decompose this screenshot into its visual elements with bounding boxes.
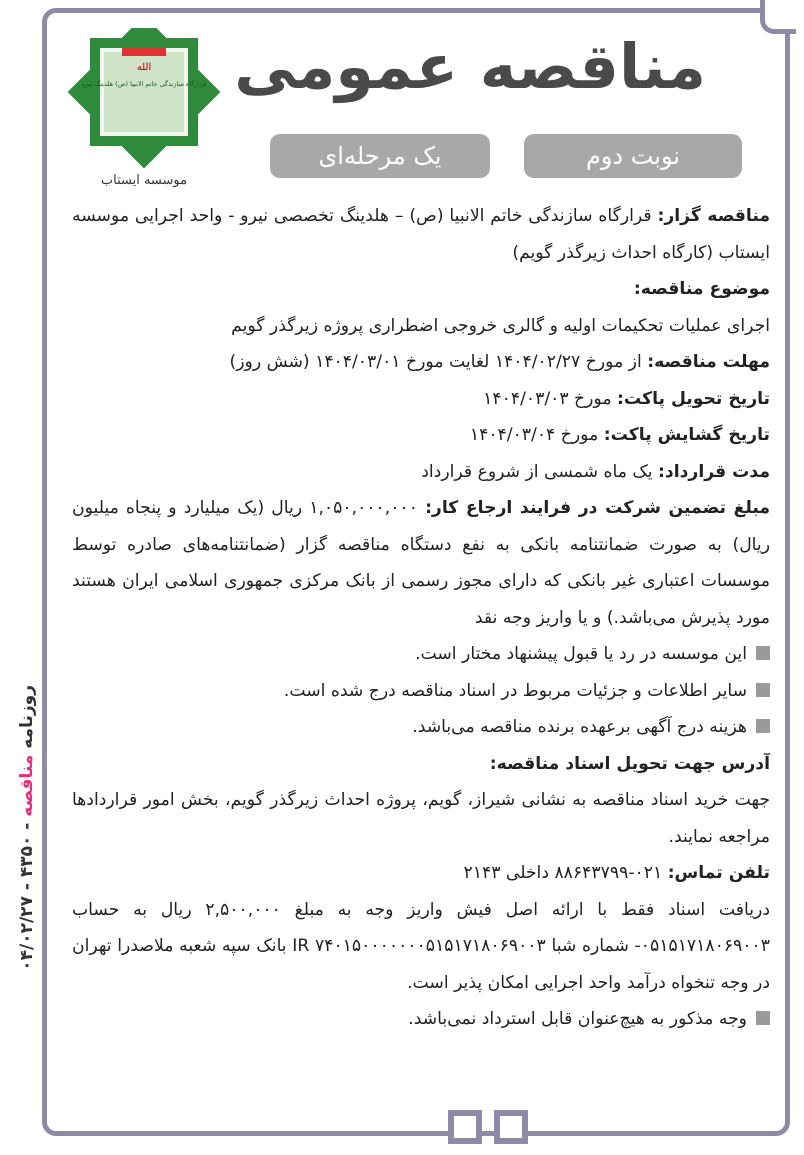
list-item: این موسسه در رد یا قبول پیشنهاد مختار است. <box>72 636 770 673</box>
delivery-line <box>72 381 770 418</box>
list-item: هزینه درج آگهی برعهده برنده مناقصه می‌باشد. <box>72 709 770 746</box>
side-banner-text <box>17 685 37 971</box>
payment-paragraph: دریافت اسناد فقط با ارائه اصل فیش واریز وجه به مبلغ ۲,۵۰۰,۰۰۰ ریال به حساب ۰۵۱۵۱۷۱۸۰۶۹۰۰۳- شماره شبا IR ۷۴۰۱۵۰۰۰۰۰۰۰۵۱۵۱۷۱۸۰۶۹۰۰۳ بانک سپه شعبه ملاصدرا تهران در وجه تنخواه درآمد واحد اجرایی امکان پذیر است. <box>72 899 771 993</box>
stage-badge: یک مرحله‌ای <box>270 134 490 178</box>
guarantee-label: مبلغ تضمین شرکت در فرایند ارجاع کار: <box>425 498 771 518</box>
list-item: سایر اطلاعات و جزئیات مربوط در اسناد مناقصه درج شده است. <box>72 673 770 710</box>
issue-info: - ۴۳۵۰ - ۰۴/۰۲/۲۷ <box>17 822 37 971</box>
subject-heading <box>72 271 770 308</box>
phone-number: ۰۲۱-۸۸۶۴۳۷۹۹ داخلی ۲۱۴۳ <box>463 863 663 883</box>
guarantee-text: ۱,۰۵۰,۰۰۰,۰۰۰ ریال (یک میلیارد و پنجاه میلیون ریال) به صورت ضمانتنامه بانکی به نفع دستگاه مناقصه گزار (ضمانتنامه‌های صادره توسط موسسات اعتباری غیر بانکی که دارای مجوز رسمی از بانک مرکزی جمهوری اسلامی ایران هستند مورد پذیرش می‌باشد.) و یا واریز وجه نقد <box>72 498 770 628</box>
frame-corner-notch <box>760 0 796 34</box>
organization-logo <box>66 28 222 192</box>
svg-text:الله: الله <box>136 62 152 73</box>
opening-text: مورخ ۱۴۰۴/۰۳/۰۴ <box>469 425 599 445</box>
newspaper-name: مناقصه <box>17 754 37 817</box>
deadline-text: از مورخ ۱۴۰۴/۰۲/۲۷ لغایت مورخ ۱۴۰۴/۰۳/۰۱ (شش روز) <box>229 352 642 372</box>
round-badge: نوبت دوم <box>524 134 742 178</box>
deadline-line <box>72 344 770 381</box>
logo-org-text: قرارگاه سازندگی خاتم الانبیا (ص) هلدینگ نیرو <box>81 80 207 88</box>
organizer-line <box>72 198 770 271</box>
side-banner <box>10 680 44 980</box>
delivery-text: مورخ ۱۴۰۴/۰۳/۰۳ <box>483 388 612 409</box>
address-label: آدرس جهت تحویل اسناد مناقصه: <box>489 753 770 774</box>
delivery-label: تاریخ تحویل پاکت: <box>617 388 770 409</box>
phone-line <box>72 855 770 892</box>
opening-label: تاریخ گشایش پاکت: <box>603 425 770 445</box>
deadline-label: مهلت مناقصه: <box>647 352 770 372</box>
flag-stripe <box>122 48 166 56</box>
logo-caption: موسسه ایستاب <box>100 173 188 188</box>
duration-label: مدت قرارداد: <box>658 461 770 482</box>
page-title: مناقصه عمومی <box>234 30 706 103</box>
phone-label: تلفن تماس: <box>667 863 770 883</box>
address-text: جهت خرید اسناد مناقصه به نشانی شیراز، گویم، پروژه احداث زیرگذر گویم، بخش امور قراردادها مراجعه نمایند. <box>72 790 770 847</box>
organizer-label: مناقصه گزار: <box>657 206 770 226</box>
tender-details <box>72 198 770 1038</box>
tab-square-right <box>494 1110 528 1144</box>
opening-line <box>72 417 770 454</box>
organizer-text: قرارگاه سازندگی خاتم الانبیا (ص) – هلدینگ تخصصی نیرو - واحد اجرایی موسسه ایستاب (کارگاه احداث زیرگذر گویم) <box>72 206 770 263</box>
subject-label: موضوع مناقصه: <box>633 279 770 299</box>
final-note: وجه مذکور به هیچ‌عنوان قابل استرداد نمی‌باشد. <box>72 1001 770 1038</box>
side-banner-prefix: روزنامه <box>17 685 37 749</box>
duration-line <box>72 454 770 491</box>
duration-text: یک ماه شمسی از شروع قرارداد <box>421 461 653 482</box>
tab-square-left <box>448 1110 482 1144</box>
address-heading <box>72 746 770 783</box>
subject-text: اجرای عملیات تحکیمات اولیه و گالری خروجی اضطراری پروژه زیرگذر گویم <box>231 315 770 336</box>
bottom-tab-decoration <box>448 1110 528 1144</box>
guarantee-paragraph <box>72 490 770 636</box>
